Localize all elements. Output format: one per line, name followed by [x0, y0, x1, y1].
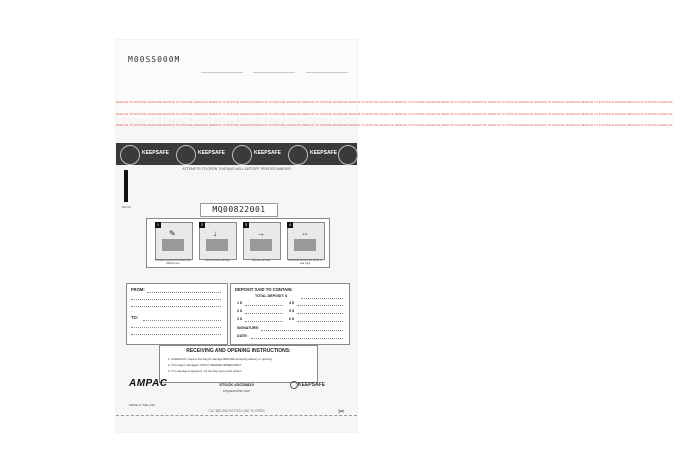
- step-1: [155, 222, 193, 260]
- security-bag: [116, 40, 673, 432]
- amount-label: 3 $: [237, 317, 242, 321]
- from-line[interactable]: [131, 306, 221, 307]
- barcode-strip: [124, 170, 128, 202]
- arrows-spread-icon: ⇔: [301, 229, 309, 238]
- adhesive-strip-bottom: [116, 113, 673, 127]
- arrow-down-icon: ↓: [213, 229, 217, 238]
- receiving-instructions: [159, 345, 318, 383]
- deposit-label: DEPOSIT SAID TO CONTAIN:: [235, 287, 293, 292]
- band-brand: KEEPSAFE: [310, 150, 337, 156]
- to-line[interactable]: [131, 327, 221, 328]
- step-2: [199, 222, 237, 260]
- ring-icon: [176, 145, 196, 165]
- receiving-title: RECEIVING AND OPENING INSTRUCTIONS:: [186, 348, 291, 354]
- bag-illustration: [250, 239, 272, 251]
- bag-illustration: [206, 239, 228, 251]
- date-line[interactable]: [251, 338, 343, 339]
- made-in-text: MADE IN THE USA: [129, 403, 156, 407]
- amount-line[interactable]: [297, 313, 343, 314]
- instruction-panel: [146, 218, 330, 268]
- bag-illustration: [294, 239, 316, 251]
- step-number: 1: [156, 222, 160, 227]
- adhesive-text: REMOVE TO EXPOSE ADHESIVE REMOVE TO EXPOSE ADHESIVE REMOVE TO EXPOSE ADHESIVE REMOVE TO EXPOSE ADHESIVE REMOVE TO EXPOSE ADHESIVE REMOVE TO EXPOSE ADHESIVE REMOVE TO EXPOSE ADHESIVE REMOVE TO EXPOSE ADHESIVE REMOVE TO EXPOSE ADHESIVE REMOVE TO EXPOSE ADHESIVE REMOVE TO EXPOSE ADHESIVE REMOVE TO EXPOSE ADHESIVE: [116, 124, 673, 127]
- keepsafe-logo: KEEPSAFE: [298, 382, 325, 388]
- amount-line[interactable]: [245, 321, 283, 322]
- top-line: [306, 72, 348, 73]
- adhesive-text: REMOVE TO EXPOSE ADHESIVE REMOVE TO EXPOSE ADHESIVE REMOVE TO EXPOSE ADHESIVE REMOVE TO EXPOSE ADHESIVE REMOVE TO EXPOSE ADHESIVE REMOVE TO EXPOSE ADHESIVE REMOVE TO EXPOSE ADHESIVE REMOVE TO EXPOSE ADHESIVE REMOVE TO EXPOSE ADHESIVE REMOVE TO EXPOSE ADHESIVE REMOVE TO EXPOSE ADHESIVE REMOVE TO EXPOSE ADHESIVE: [116, 113, 673, 116]
- step-4: [287, 222, 325, 260]
- top-serial-number: M00SS000M: [128, 55, 181, 64]
- date-label: DATE:: [237, 334, 248, 338]
- main-serial-number: MQ00822001: [200, 203, 278, 217]
- ampac-logo: AMPAC: [129, 378, 168, 389]
- receiving-line: 3. If no damage is apparent, cut the bag open at the bottom.: [168, 369, 243, 373]
- step-number: 3: [244, 222, 248, 227]
- from-label: FROM:: [131, 287, 145, 292]
- cut-instruction: CUT BELOW DOTTED LINE TO OPEN: [208, 409, 265, 413]
- amount-line[interactable]: [297, 321, 343, 322]
- scissors-icon: ✂: [338, 407, 345, 416]
- arrow-right-icon: →: [257, 229, 265, 238]
- ring-icon: [120, 145, 140, 165]
- amount-line[interactable]: [297, 305, 343, 306]
- amount-label: 1 $: [237, 301, 242, 305]
- signature-line[interactable]: [261, 330, 343, 331]
- step-text: Remove top strip: [251, 259, 271, 262]
- ring-icon: [288, 145, 308, 165]
- bag-illustration: [162, 239, 184, 251]
- lot-code: SS-XX: [122, 205, 132, 209]
- step-text: Press down firmly from centre to seal edge: [287, 259, 323, 265]
- tamper-note: ATTEMPTS TO OPEN THIS BAG WILL DISTORT PRINTED IMAGES: [182, 167, 291, 171]
- step-text: Complete deposit information with ballpoint pen: [155, 259, 192, 265]
- receiving-line: 1. CAREFULLY inspect this bag for damage BEFORE accepting delivery or opening.: [168, 357, 273, 361]
- ring-icon: [338, 145, 358, 165]
- keepsafe-icon: [290, 381, 298, 389]
- top-line: [253, 72, 295, 73]
- to-line[interactable]: [131, 334, 221, 335]
- total-deposit-label: TOTAL DEPOSIT: $: [255, 294, 288, 298]
- amount-label: 5 $: [289, 309, 294, 313]
- step-3: [243, 222, 281, 260]
- website-url: ampaconline.com: [222, 389, 251, 393]
- address-panel: [126, 283, 228, 345]
- pen-icon: ✎: [169, 229, 176, 238]
- adhesive-strip-middle: [116, 102, 673, 116]
- cut-line: [116, 415, 357, 416]
- signature-label: SIGNATURE:: [237, 326, 260, 330]
- amount-line[interactable]: [245, 305, 283, 306]
- adhesive-strip-top: [116, 90, 673, 104]
- receiving-line: 2. If the bag is damaged, NOTIFY SENDER IMMEDIATELY: [168, 363, 242, 367]
- amount-line[interactable]: [245, 313, 283, 314]
- step-text: Insert contents into bag: [204, 259, 230, 262]
- band-brand: KEEPSAFE: [142, 150, 169, 156]
- to-label: TO:: [131, 315, 139, 320]
- amount-label: 4 $: [289, 301, 294, 305]
- band-brand: KEEPSAFE: [198, 150, 225, 156]
- from-line[interactable]: [131, 299, 221, 300]
- ring-icon: [232, 145, 252, 165]
- amount-label: 2 $: [237, 309, 242, 313]
- adhesive-text: REMOVE TO EXPOSE ADHESIVE REMOVE TO EXPOSE ADHESIVE REMOVE TO EXPOSE ADHESIVE REMOVE TO EXPOSE ADHESIVE REMOVE TO EXPOSE ADHESIVE REMOVE TO EXPOSE ADHESIVE REMOVE TO EXPOSE ADHESIVE REMOVE TO EXPOSE ADHESIVE REMOVE TO EXPOSE ADHESIVE REMOVE TO EXPOSE ADHESIVE REMOVE TO EXPOSE ADHESIVE REMOVE TO EXPOSE ADHESIVE: [116, 101, 673, 104]
- deposit-panel: [230, 283, 350, 345]
- amount-label: 6 $: [289, 317, 294, 321]
- stock-number: STOCK #DCS0810: [219, 382, 254, 387]
- band-brand: KEEPSAFE: [254, 150, 281, 156]
- total-deposit-line[interactable]: [301, 298, 343, 299]
- step-number: 4: [288, 222, 292, 227]
- security-band: [116, 143, 357, 165]
- from-line[interactable]: [147, 292, 221, 293]
- top-line: [201, 72, 243, 73]
- step-number: 2: [200, 222, 204, 227]
- to-line[interactable]: [143, 320, 221, 321]
